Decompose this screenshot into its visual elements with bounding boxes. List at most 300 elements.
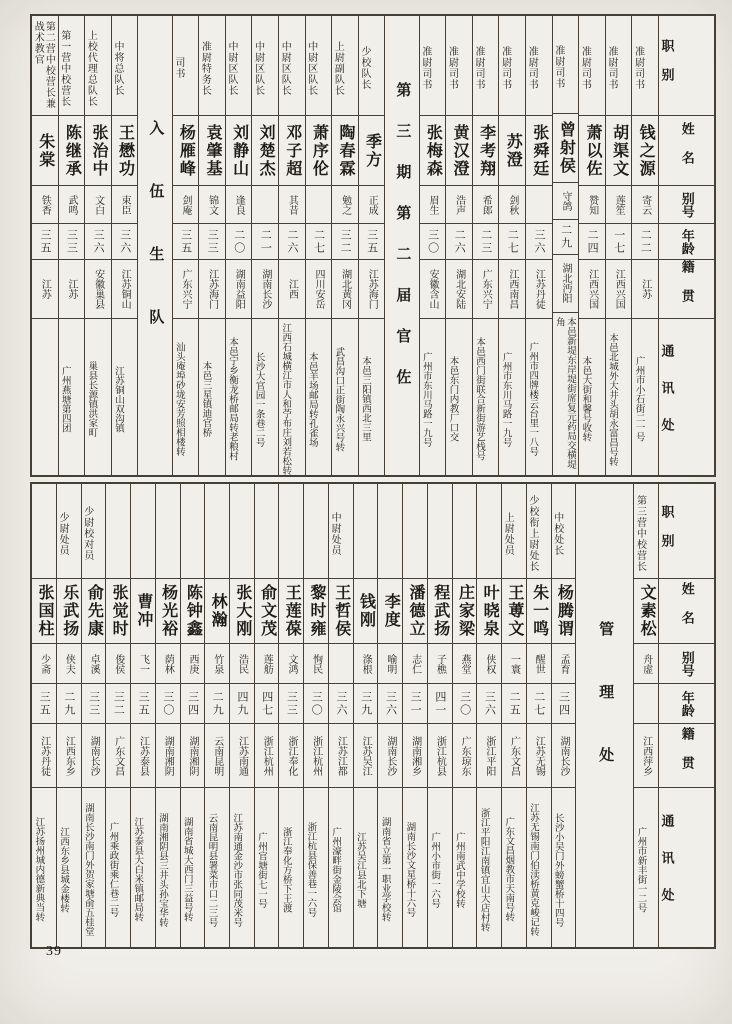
person-name-text: 季方: [363, 132, 381, 169]
age-text: 三六: [334, 690, 347, 717]
person-column: [229, 484, 254, 947]
alias-text: 少斋: [38, 653, 50, 674]
position-cell: [499, 16, 525, 116]
position-cell: [59, 16, 85, 116]
address-cell: [181, 788, 205, 947]
native-place-text: 江苏: [39, 279, 51, 299]
header-position-cell: [659, 16, 714, 116]
native-place-text: 安徽巢县: [92, 269, 104, 309]
address-cell: [332, 319, 358, 475]
alias-text: 莲笙: [613, 194, 625, 215]
age-text: 三三: [87, 690, 100, 717]
address-text: 广州市东川马路一九号: [420, 351, 431, 447]
address-cell: [199, 319, 225, 475]
age-text: 三二: [112, 690, 125, 717]
address-cell: [499, 319, 525, 475]
age-text: 三二: [339, 228, 352, 255]
name-cell: [473, 116, 499, 186]
native-place-text: 江西兴国: [613, 269, 625, 309]
name-cell: [156, 579, 180, 644]
header-age-cell: [659, 684, 714, 724]
position-cell: [252, 16, 278, 116]
native-place-cell: [428, 724, 452, 788]
position-text: 准尉司书: [499, 46, 511, 90]
person-name-text: 张大刚: [233, 584, 251, 638]
age-text: 三〇: [458, 690, 471, 717]
alias-cell: [226, 186, 252, 224]
name-cell: [279, 116, 305, 186]
name-cell: [453, 579, 477, 644]
address-text: 广州市新丰街一二号: [635, 826, 646, 913]
age-text: 三六: [384, 690, 397, 717]
address-text: 本邑新堤东岸堤街席复元药局交横堤角: [553, 316, 576, 469]
address-text: 浙江杭县保善巷一六号: [305, 822, 316, 917]
age-cell: [82, 684, 106, 724]
person-name-text: 杨光裕: [159, 584, 177, 638]
native-place-cell: [632, 260, 658, 319]
alias-text: 浩声: [453, 194, 465, 215]
address-cell: [173, 319, 199, 475]
age-text: 二七: [312, 228, 325, 255]
name-cell: [205, 579, 229, 644]
age-text: 三三: [285, 690, 298, 717]
age-cell: [131, 684, 155, 724]
alias-text: 锦文: [206, 194, 218, 215]
person-column: [305, 16, 332, 475]
native-place-text: 江西兴国: [586, 269, 598, 309]
header-name-label: 姓名: [679, 582, 695, 640]
age-cell: [279, 684, 303, 724]
name-cell: [173, 116, 199, 186]
native-place-text: 江苏丹徒: [38, 735, 50, 776]
address-text: 本邑北城外大井头胡永富昌号转: [607, 332, 618, 466]
name-cell: [230, 579, 254, 644]
name-cell: [634, 579, 658, 644]
name-cell: [329, 579, 353, 644]
age-cell: [255, 684, 279, 724]
address-text: 本邑西门街联合新街游艺栈号: [474, 337, 485, 461]
alias-text: 侠夫: [63, 653, 75, 674]
age-text: 三三: [65, 228, 78, 255]
position-text: 少校衔上尉处长: [527, 495, 539, 572]
person-column: [578, 16, 605, 475]
address-text: 本邑三星镇迪官桥: [200, 361, 211, 437]
name-cell: [378, 579, 402, 644]
age-cell: [181, 684, 205, 724]
alias-cell: [428, 644, 452, 684]
person-name-text: 陈钟鑫: [184, 584, 202, 638]
name-cell: [606, 116, 632, 186]
alias-text: 一寰: [508, 653, 520, 674]
alias-text: 希郎: [480, 194, 492, 215]
alias-text: 志仁: [409, 653, 421, 674]
age-cell: [32, 684, 56, 724]
native-place-cell: [304, 724, 328, 788]
address-text: 江苏无锡南门伯渎桥黄克峻记转: [528, 803, 539, 936]
age-text: 三六: [483, 690, 496, 717]
address-text: 湖南长沙南门外贺家塘俞五桂堂: [82, 803, 93, 936]
address-cell: [279, 319, 305, 475]
native-place-cell: [112, 260, 138, 319]
age-cell: [329, 684, 353, 724]
age-cell: [112, 224, 138, 260]
person-name-text: 黎时雍: [308, 584, 326, 638]
native-place-cell: [359, 260, 385, 319]
native-place-cell: [199, 260, 225, 319]
header-native-place-cell: [659, 724, 714, 788]
name-cell: [420, 116, 446, 186]
person-column: [498, 16, 525, 475]
age-cell: [403, 684, 427, 724]
alias-cell: [526, 186, 552, 224]
address-text: 本邑羊场邮局转孔雀场: [306, 351, 317, 447]
header-age-label: 年龄: [679, 228, 695, 255]
alias-cell: [279, 644, 303, 684]
address-cell: [354, 788, 378, 947]
age-cell: [527, 684, 551, 724]
age-cell: [579, 224, 605, 260]
alias-cell: [332, 186, 358, 224]
person-column: [353, 484, 378, 947]
address-text: 广州小市街一六号: [429, 831, 440, 908]
address-cell: [552, 788, 576, 947]
name-cell: [527, 579, 551, 644]
alias-cell: [82, 644, 106, 684]
person-name-text: 叶晓泉: [481, 584, 499, 638]
alias-text: 竹泉: [211, 653, 223, 674]
person-column: [105, 484, 130, 947]
person-name-text: 张国柱: [35, 584, 53, 638]
age-cell: [252, 224, 278, 260]
position-text: 司书: [172, 57, 184, 79]
age-cell: [477, 684, 501, 724]
address-cell: [606, 319, 632, 475]
alias-cell: [230, 644, 254, 684]
alias-cell: [181, 644, 205, 684]
native-place-text: 江西: [286, 279, 298, 299]
native-place-cell: [579, 260, 605, 319]
name-cell: [32, 579, 56, 644]
native-place-cell: [82, 724, 106, 788]
address-text: 广州市四牌楼云台里一八号: [527, 342, 538, 456]
roster-table-third-term-officers: [30, 14, 716, 477]
native-place-text: 湖北沔阳: [560, 263, 572, 304]
address-cell: [502, 788, 526, 947]
alias-text: 束臣: [119, 194, 131, 215]
address-cell: [420, 319, 446, 475]
name-cell: [106, 579, 130, 644]
native-place-text: 湖北黄冈: [339, 269, 351, 309]
native-place-text: 江苏铜山: [119, 269, 131, 309]
native-place-text: 江苏南通: [236, 735, 248, 776]
alias-cell: [112, 186, 138, 224]
position-text: 少尉校对员: [81, 506, 93, 561]
person-name-text: 张舜廷: [530, 123, 548, 178]
age-cell: [552, 684, 576, 724]
native-place-text: 湖南长沙: [384, 735, 396, 776]
address-text: 江西石城横江市人和苧布庄刘若松转: [280, 323, 291, 475]
native-place-text: 江苏泰县: [137, 735, 149, 776]
alias-cell: [156, 644, 180, 684]
alias-cell: [131, 644, 155, 684]
position-text: 准尉司书: [473, 46, 485, 90]
person-column: [501, 484, 526, 947]
address-cell: [59, 319, 85, 475]
person-column: [32, 16, 58, 475]
person-name-text: 钱刚: [357, 593, 375, 629]
person-name-text: 邓子超: [283, 123, 301, 178]
address-cell: [428, 788, 452, 947]
section-title-text: 入伍生队: [147, 119, 164, 372]
native-place-cell: [420, 260, 446, 319]
person-name-text: 乐武扬: [60, 584, 78, 638]
position-text: 中尉处员: [329, 511, 341, 556]
position-cell: [552, 484, 576, 579]
page-number: 39: [46, 944, 62, 959]
position-text: 准尉司书: [446, 46, 458, 90]
name-cell: [112, 116, 138, 186]
person-name-text: 陶春霖: [336, 123, 354, 178]
position-cell: [112, 16, 138, 116]
alias-cell: [306, 186, 332, 224]
native-place-text: 浙江杭州: [310, 735, 322, 776]
address-text: 浙江奉化方桥下王渡: [280, 826, 291, 913]
native-place-text: 湖北安陆: [453, 269, 465, 309]
address-cell: [226, 319, 252, 475]
person-column: [452, 484, 477, 947]
header-native-place-label: 籍贯: [679, 260, 695, 318]
age-cell: [446, 224, 472, 260]
person-name-text: 张治中: [89, 123, 107, 178]
person-name-text: 王哲侯: [332, 584, 350, 638]
native-place-text: 湖南湘阴: [162, 735, 174, 776]
age-text: 三〇: [161, 690, 174, 717]
alias-text: 正成: [366, 194, 378, 215]
header-age-label: 年龄: [679, 690, 695, 717]
alias-cell: [453, 644, 477, 684]
person-column: [303, 484, 328, 947]
section-title-text: 管理处: [597, 621, 614, 810]
position-cell: [553, 16, 579, 114]
address-cell: [526, 319, 552, 475]
position-text: 中尉区队长: [252, 40, 264, 96]
alias-cell: [359, 186, 385, 224]
position-cell: [403, 484, 427, 579]
native-place-text: 浙江杭县: [434, 735, 446, 776]
person-column: [254, 484, 279, 947]
address-text: 湖南省立第一职业学校转: [379, 817, 390, 922]
age-text: 三六: [92, 228, 105, 255]
age-cell: [332, 224, 358, 260]
age-cell: [106, 684, 130, 724]
native-place-cell: [553, 255, 579, 313]
native-place-cell: [131, 724, 155, 788]
address-text: 江苏扬州城内德新典当转: [33, 817, 44, 922]
person-column: [402, 484, 427, 947]
address-text: 本邑大街和馨号收转: [580, 356, 591, 442]
address-cell: [473, 319, 499, 475]
age-cell: [378, 684, 402, 724]
header-alias-label: 别号: [679, 650, 695, 677]
position-cell: [304, 484, 328, 579]
age-text: 三一: [409, 690, 422, 717]
name-cell: [359, 116, 385, 186]
native-place-text: 湖南长沙: [88, 735, 100, 776]
address-text: 汕头庵埠砂垅安芳照相楼转: [173, 342, 184, 456]
age-text: 三六: [118, 228, 131, 255]
native-place-cell: [57, 724, 81, 788]
address-text: 湖南长沙文星桥十六号: [404, 822, 415, 917]
address-cell: [255, 788, 279, 947]
person-column: [331, 16, 358, 475]
name-cell: [82, 579, 106, 644]
address-cell: [230, 788, 254, 947]
header-address-cell: [659, 319, 714, 475]
person-column: [278, 16, 305, 475]
alias-text: 寄云: [639, 194, 651, 215]
alias-text: 喻明: [384, 653, 396, 674]
header-alias-cell: [659, 644, 714, 684]
position-cell: [306, 16, 332, 116]
native-place-text: 江苏海门: [366, 269, 378, 309]
section-column: [575, 484, 633, 947]
alias-cell: [499, 186, 525, 224]
name-cell: [428, 579, 452, 644]
person-column: [56, 484, 81, 947]
alias-text: 孟育: [558, 653, 570, 674]
name-cell: [199, 116, 225, 186]
alias-text: 武鸣: [65, 194, 77, 215]
person-name-text: 杨雁峰: [177, 123, 195, 178]
name-cell: [32, 116, 58, 186]
age-cell: [156, 684, 180, 724]
person-name-text: 王蒪文: [505, 584, 523, 638]
native-place-text: 浙江平阳: [483, 735, 495, 776]
native-place-text: 江苏吴江: [360, 735, 372, 776]
native-place-cell: [499, 260, 525, 319]
age-cell: [226, 224, 252, 260]
address-cell: [579, 319, 605, 475]
person-column: [427, 484, 452, 947]
address-cell: [453, 788, 477, 947]
alias-text: 醒世: [533, 653, 545, 674]
section-column: [384, 16, 418, 475]
alias-cell: [329, 644, 353, 684]
person-name-text: 林瀚: [209, 593, 227, 629]
native-place-cell: [279, 260, 305, 319]
native-place-cell: [552, 724, 576, 788]
native-place-text: 江苏无锡: [533, 735, 545, 776]
native-place-cell: [106, 724, 130, 788]
age-text: 二一: [259, 228, 272, 255]
name-cell: [526, 116, 552, 186]
position-cell: [634, 484, 658, 579]
age-cell: [306, 224, 332, 260]
name-cell: [279, 579, 303, 644]
address-cell: [632, 319, 658, 475]
person-column: [111, 16, 138, 475]
name-cell: [59, 116, 85, 186]
alias-cell: [632, 186, 658, 224]
position-text: 中将总队长: [111, 40, 123, 96]
age-cell: [59, 224, 85, 260]
person-column: [278, 484, 303, 947]
person-column: [180, 484, 205, 947]
native-place-cell: [279, 724, 303, 788]
native-place-cell: [173, 260, 199, 319]
age-text: 二三: [479, 228, 492, 255]
name-cell: [579, 116, 605, 186]
alias-cell: [420, 186, 446, 224]
native-place-cell: [181, 724, 205, 788]
alias-cell: [252, 186, 278, 224]
alias-text: 文白: [92, 194, 104, 215]
alias-cell: [354, 644, 378, 684]
position-cell: [255, 484, 279, 579]
person-column: [633, 484, 658, 947]
position-cell: [632, 16, 658, 116]
address-cell: [279, 788, 303, 947]
person-column: [476, 484, 501, 947]
person-name-text: 潘德立: [406, 584, 424, 638]
section-title-cell: [385, 16, 418, 475]
address-cell: [446, 319, 472, 475]
address-text: 江西东乡县城金楼转: [58, 826, 69, 913]
position-cell: [156, 484, 180, 579]
person-column: [525, 16, 552, 475]
position-cell: [446, 16, 472, 116]
address-cell: [57, 788, 81, 947]
age-text: 四一: [433, 690, 446, 717]
alias-cell: [378, 644, 402, 684]
alias-cell: [304, 644, 328, 684]
address-cell: [252, 319, 278, 475]
age-cell: [173, 224, 199, 260]
native-place-text: 广东兴宁: [180, 269, 192, 309]
native-place-text: 江西东乡: [63, 735, 75, 776]
position-cell: [32, 16, 58, 116]
alias-cell: [32, 644, 56, 684]
address-cell: [634, 788, 658, 947]
name-cell: [446, 116, 472, 186]
alias-cell: [85, 186, 111, 224]
address-text: 江苏泰县大白米镇邮局转: [132, 817, 143, 922]
age-text: 三〇: [310, 690, 323, 717]
person-name-text: 刘静山: [230, 123, 248, 178]
alias-cell: [527, 644, 551, 684]
person-name-text: 朱一鸣: [530, 584, 548, 638]
address-cell: [403, 788, 427, 947]
address-text: 巢县长源镇洪家町: [86, 361, 97, 437]
position-cell: [526, 16, 552, 116]
native-place-cell: [306, 260, 332, 319]
name-cell: [332, 116, 358, 186]
person-column: [377, 484, 402, 947]
native-place-cell: [329, 724, 353, 788]
person-name-text: 张梅森: [424, 123, 442, 178]
native-place-text: 浙江奉化: [285, 735, 297, 776]
native-place-text: 安徽含山: [427, 269, 439, 309]
person-name-text: 王莲葆: [283, 584, 301, 638]
native-place-cell: [32, 260, 58, 319]
age-cell: [453, 684, 477, 724]
person-name-text: 庄家梁: [456, 584, 474, 638]
alias-cell: [173, 186, 199, 224]
age-text: 二四: [586, 228, 599, 255]
position-text: 准尉司书: [632, 46, 644, 90]
alias-cell: [59, 186, 85, 224]
address-text: 广州燕塘第四团: [59, 365, 70, 433]
